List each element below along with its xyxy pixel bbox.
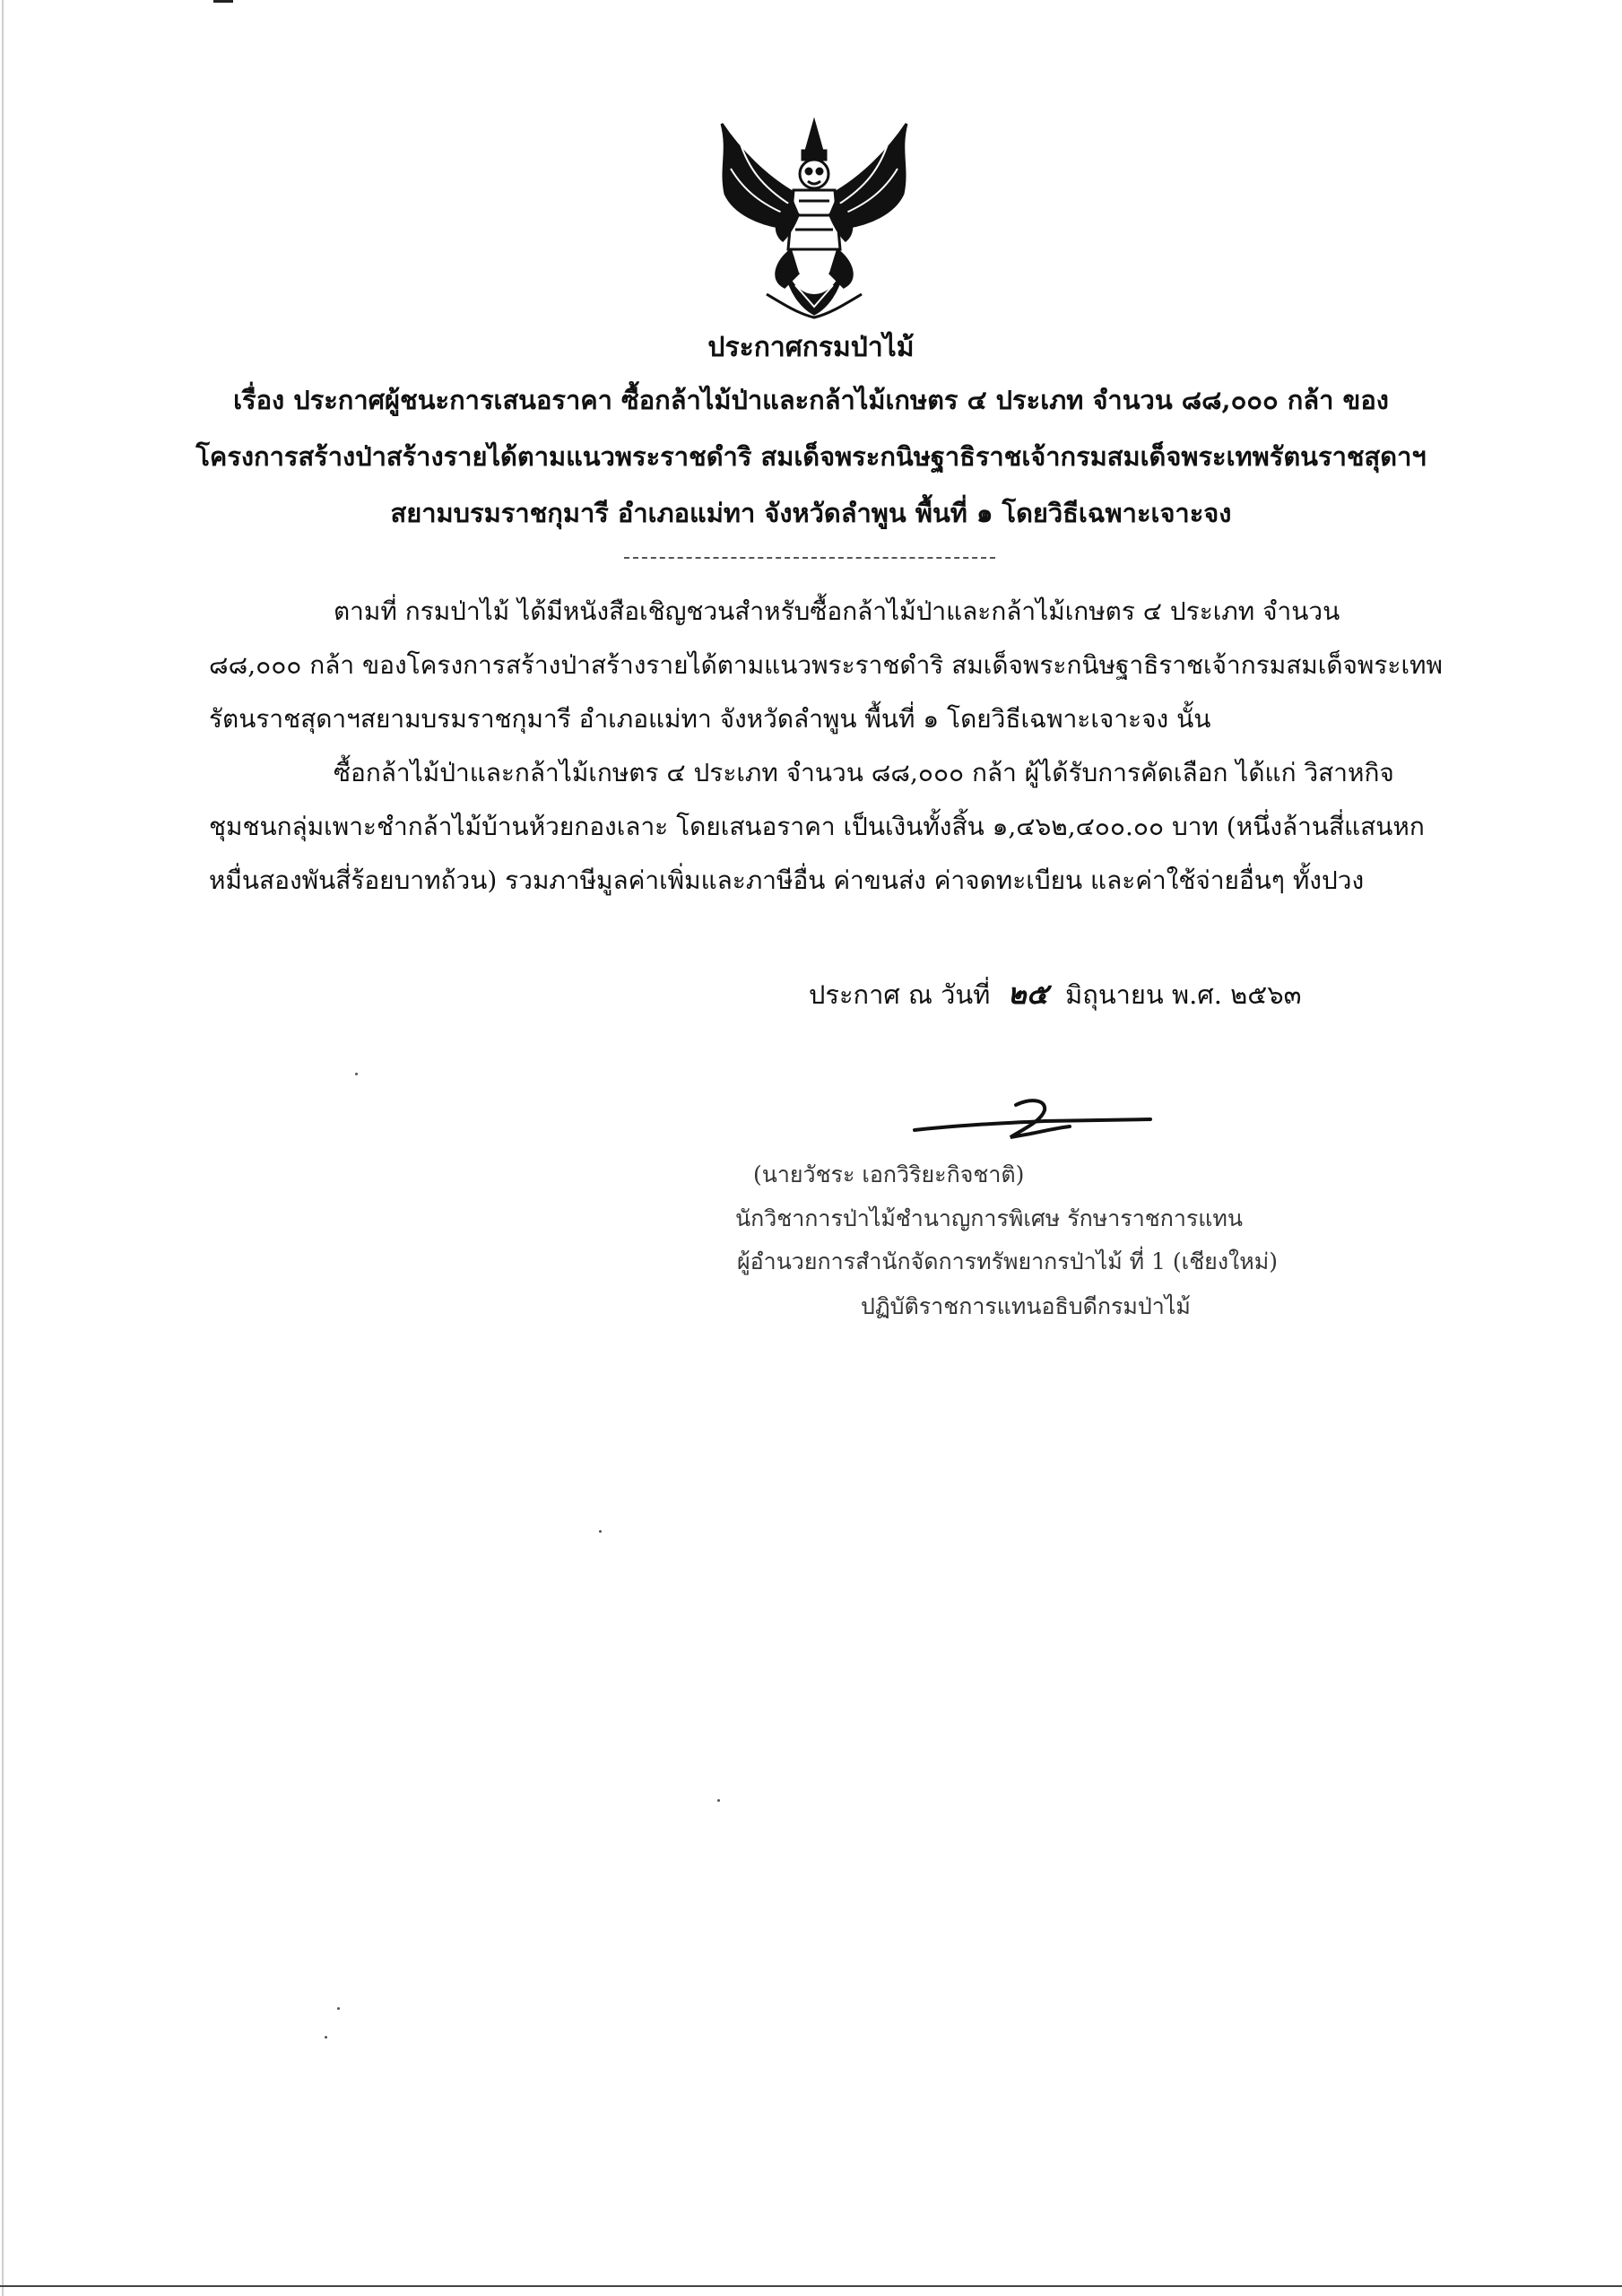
- document-title: ประกาศกรมป่าไม้: [707, 332, 915, 363]
- announcement-date: [809, 971, 1301, 1017]
- body-line-5: ชุมชนกลุ่มเพาะชำกล้าไม้บ้านห้วยกองเลาะ โดยเสนอราคา เป็นเงินทั้งสิ้น ๑,๔๖๒,๔๐๐.๐๐ บาท (หนึ่งล้านสี่แสนหก: [209, 812, 1425, 841]
- body-line-6: หมื่นสองพันสี่ร้อยบาทถ้วน) รวมภาษีมูลค่าเพิ่มและภาษีอื่น ค่าขนส่ง ค่าจดทะเบียน และค่าใช้จ่ายอื่นๆ ทั้งปวง: [209, 865, 1365, 895]
- subject-line-1: เรื่อง ประกาศผู้ชนะการเสนอราคา ซื้อกล้าไม้ป่าและกล้าไม้เกษตร ๔ ประเภท จำนวน ๘๘,๐๐๐ กล้า ของ: [233, 385, 1389, 415]
- signature-mark: [910, 1092, 1166, 1146]
- scan-speck: [325, 2036, 327, 2039]
- body-line-1: ตามที่ กรมป่าไม้ ได้มีหนังสือเชิญชวนสำหรับซื้อกล้าไม้ป่าและกล้าไม้เกษตร ๔ ประเภท จำนวน: [334, 596, 1340, 626]
- scan-edge-bottom: [0, 2285, 1622, 2287]
- garuda-emblem-icon: [713, 115, 915, 321]
- body-line-2: ๘๘,๐๐๐ กล้า ของโครงการสร้างป่าสร้างรายได้ตามแนวพระราชดำริ สมเด็จพระกนิษฐาธิราชเจ้ากรมสมเด็จพระเทพ: [209, 650, 1443, 680]
- signatory-position-1: นักวิชาการป่าไม้ชำนาญการพิเศษ รักษาราชการแทน: [735, 1205, 1243, 1231]
- subject-line-3: สยามบรมราชกุมารี อำเภอแม่ทา จังหวัดลำพูน พื้นที่ ๑ โดยวิธีเฉพาะเจาะจง: [390, 498, 1232, 528]
- body-line-3: รัตนราชสุดาฯสยามบรมราชกุมารี อำเภอแม่ทา จังหวัดลำพูน พื้นที่ ๑ โดยวิธีเฉพาะเจาะจง นั้น: [209, 704, 1211, 734]
- date-suffix: มิถุนายน พ.ศ. ๒๕๖๓: [1065, 979, 1302, 1010]
- signatory-position-3: ปฏิบัติราชการแทนอธิบดีกรมป่าไม้: [861, 1293, 1191, 1319]
- signatory-name: (นายวัชระ เอกวิริยะกิจชาติ): [753, 1161, 1025, 1187]
- title-divider: [624, 557, 995, 559]
- body-line-4: ซื้อกล้าไม้ป่าและกล้าไม้เกษตร ๔ ประเภท จำนวน ๘๘,๐๐๐ กล้า ผู้ได้รับการคัดเลือก ได้แก่ วิสาหกิจ: [334, 758, 1394, 787]
- scan-speck: [717, 1799, 720, 1802]
- date-day-handwritten: ๒๕: [1007, 977, 1048, 1011]
- scan-speck: [599, 1530, 602, 1533]
- scan-mark-top: [213, 0, 233, 3]
- scan-speck: [337, 2007, 340, 2010]
- date-prefix: ประกาศ ณ วันที่: [809, 979, 991, 1010]
- subject-line-2: โครงการสร้างป่าสร้างรายได้ตามแนวพระราชดำริ สมเด็จพระกนิษฐาธิราชเจ้ากรมสมเด็จพระเทพรัตนราชสุดาฯ: [195, 441, 1427, 472]
- signatory-position-2: ผู้อำนวยการสำนักจัดการทรัพยากรป่าไม้ ที่ 1 (เชียงใหม่): [737, 1248, 1278, 1274]
- scan-speck: [355, 1073, 358, 1075]
